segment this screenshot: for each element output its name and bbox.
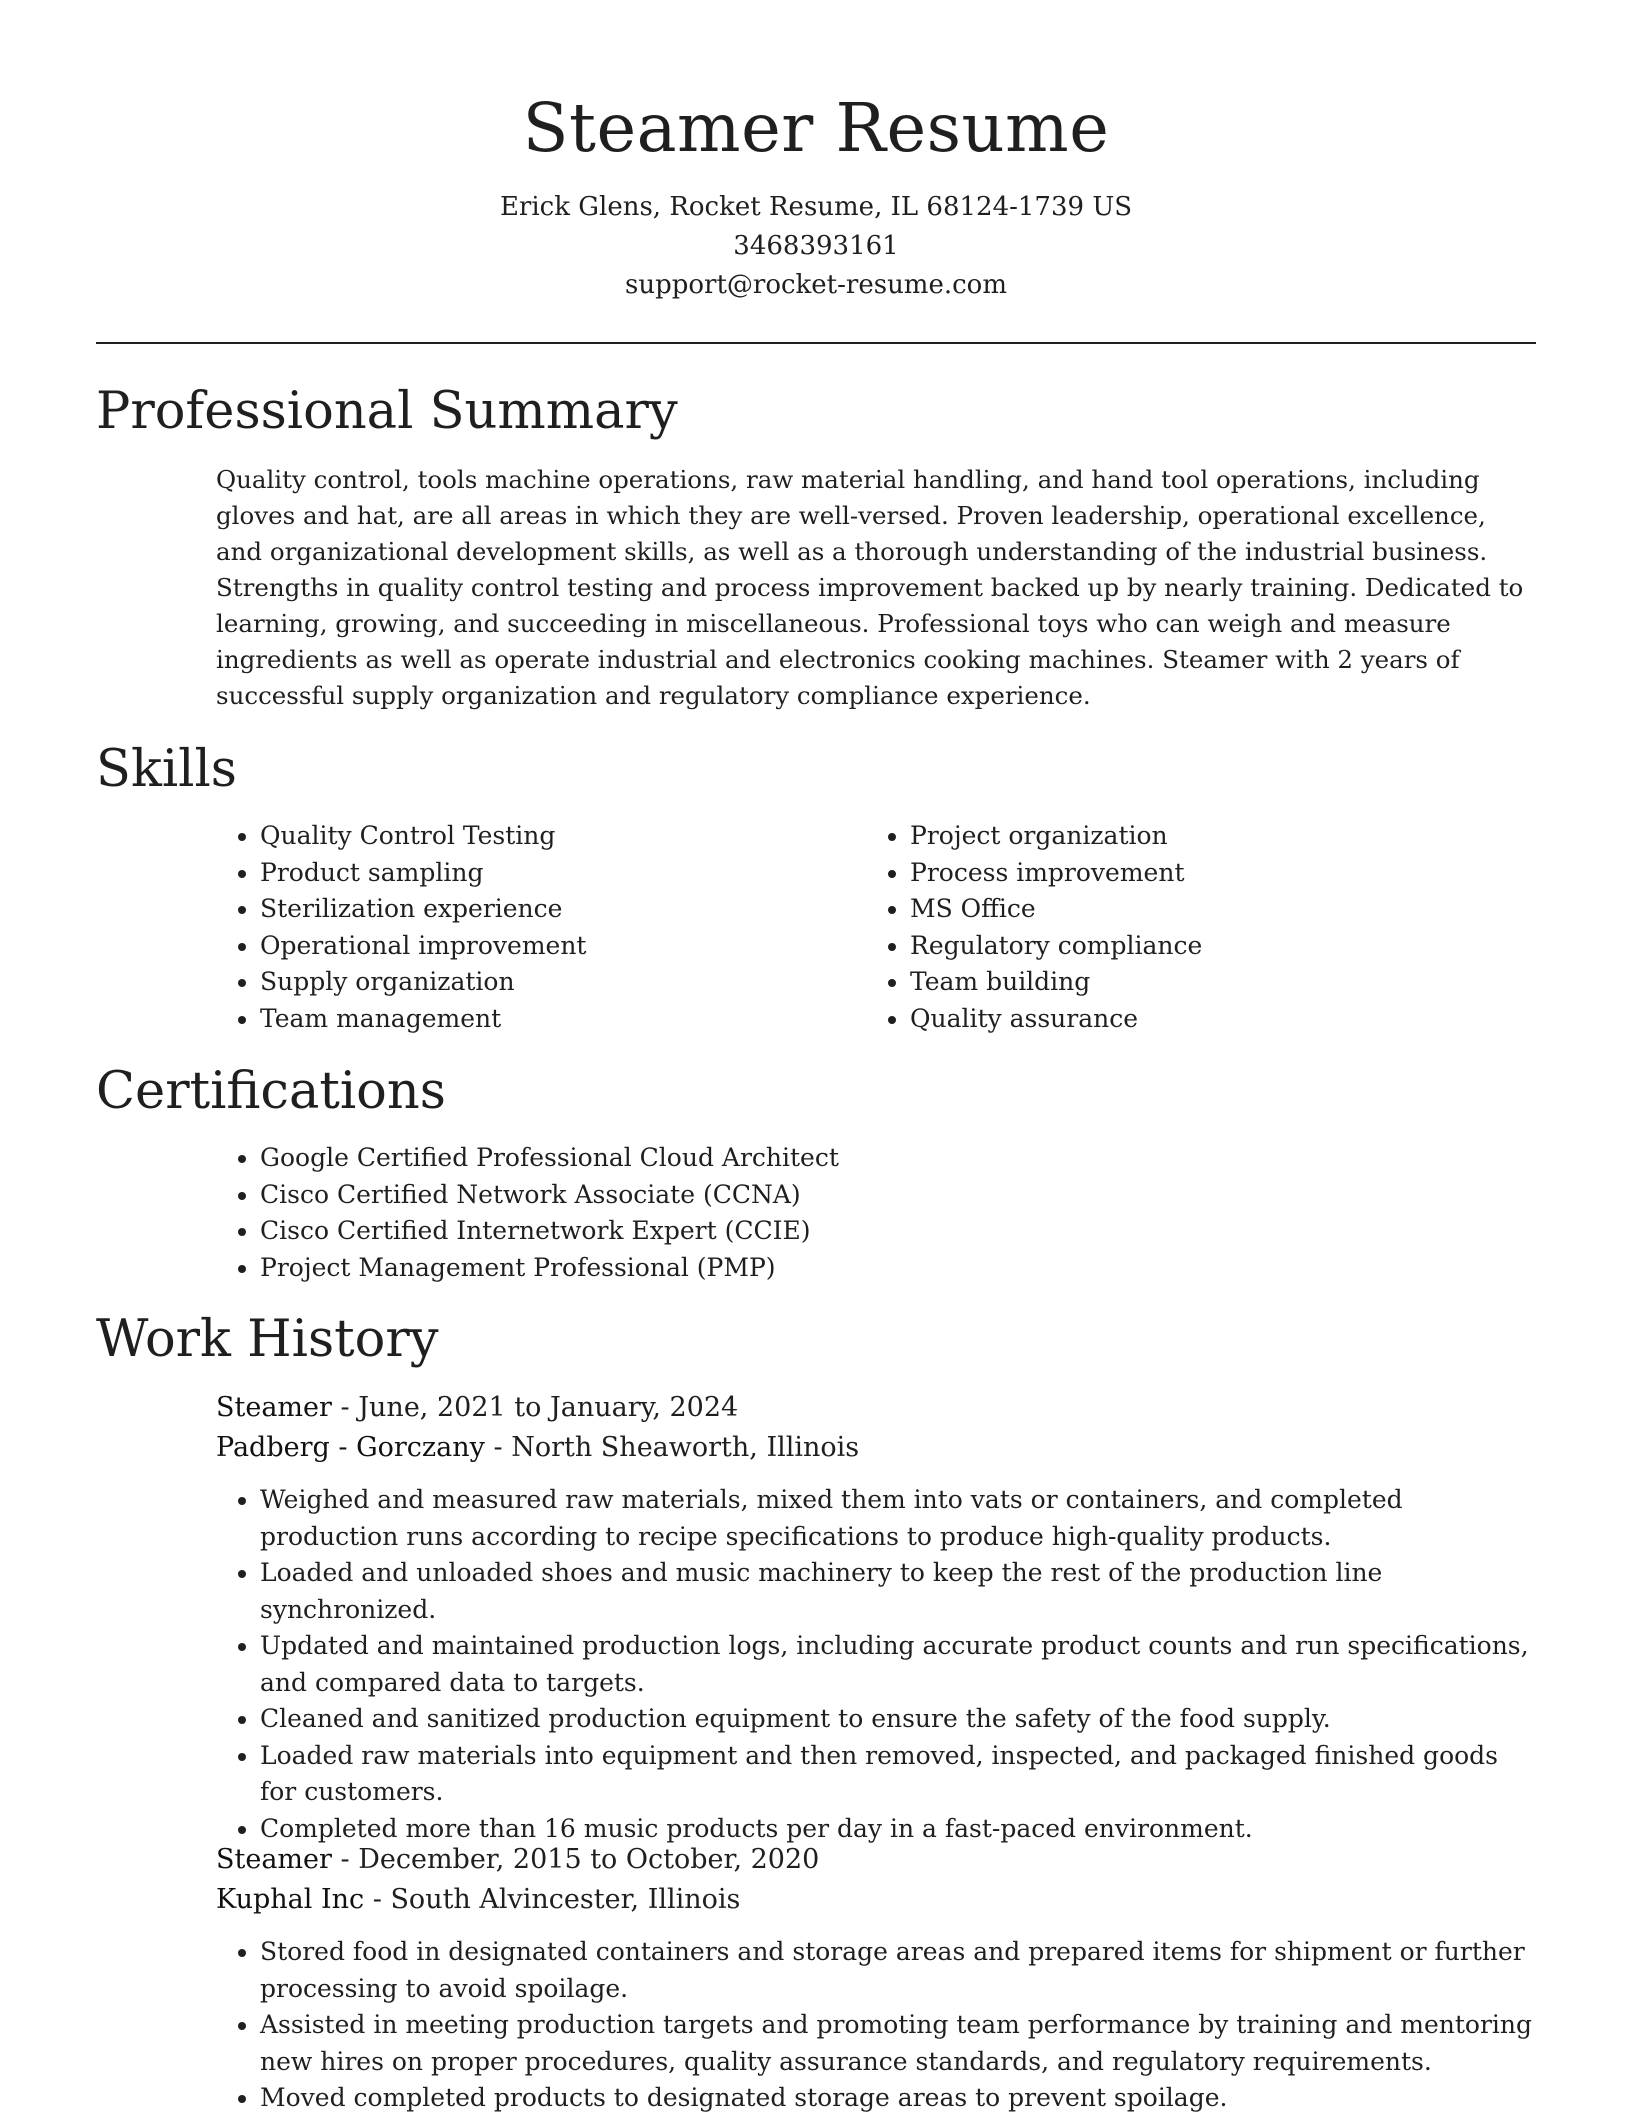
skill-item: • Team management [260,1001,860,1038]
skills-list-left [216,818,860,1037]
job-dates: June, 2021 to January, 2024 [358,1392,739,1423]
skill-item: • Team building [910,964,1530,1001]
certification-item: • Google Certified Professional Cloud Architect [260,1140,1536,1177]
skill-item: • MS Office [910,891,1530,928]
skill-item: • Process improvement [910,855,1530,892]
skill-item: • Operational improvement [260,928,860,965]
skill-item: • Quality assurance [910,1001,1530,1038]
skill-item: • Sterilization experience [260,891,860,928]
address: Erick Glens, Rocket Resume, IL 68124-1739 US [499,192,1133,222]
certification-item: • Cisco Certified Network Associate (CCNA) [260,1177,1536,1214]
job-dates: December, 2015 to October, 2020 [358,1844,820,1875]
skills-heading: Skills [96,740,237,799]
certification-item: • Project Management Professional (PMP) [260,1250,1536,1287]
contact-info [96,188,1536,305]
job-company-line [216,1880,740,1920]
header-divider [96,342,1536,344]
job-bullet: • Stored food in designated containers and storage areas and prepared items for shipment or further processing to avoid spoilage. [260,1934,1536,2007]
job-company: Kuphal Inc [216,1884,365,1915]
skills-list-right [866,818,1530,1037]
job-bullets [216,1934,1536,2117]
skill-item: • Project organization [910,818,1530,855]
job-bullet: • Loaded raw materials into equipment and then removed, inspected, and packaged finished goods for customers. [260,1738,1536,1811]
separator: - [364,1884,391,1915]
summary-heading: Professional Summary [96,382,678,441]
job-bullet: • Assisted in meeting production targets and promoting team performance by training and mentoring new hires on proper procedures, quality assurance standards, and regulatory requirements. [260,2007,1536,2080]
separator: - [331,1392,359,1423]
separator: - [484,1432,512,1463]
job-bullet: • Cleaned and sanitized production equipment to ensure the safety of the food supply. [260,1701,1536,1738]
job-title-line [216,1840,819,1880]
skill-item: • Product sampling [260,855,860,892]
resume-header [96,84,1536,305]
job-location: North Sheaworth, Illinois [511,1432,860,1463]
job-location: South Alvincester, Illinois [390,1884,741,1915]
resume-title: Steamer Resume [522,89,1110,167]
job-bullet: • Weighed and measured raw materials, mixed them into vats or containers, and completed production runs according to recipe specifications to produce high-quality products. [260,1482,1536,1555]
job-bullet: • Moved completed products to designated storage areas to prevent spoilage. [260,2080,1536,2117]
job-company-line [216,1428,859,1468]
job-bullets [216,1482,1536,1847]
skill-item: • Quality Control Testing [260,818,860,855]
certification-item: • Cisco Certified Internetwork Expert (CCIE) [260,1213,1536,1250]
job-bullet: • Loaded and unloaded shoes and music machinery to keep the rest of the production line synchronized. [260,1555,1536,1628]
job-bullet: • Completed more than 16 music products per day in a fast-paced environment. [260,1811,1536,1848]
job-title-line [216,1388,738,1428]
skill-item: • Regulatory compliance [910,928,1530,965]
skill-item: • Supply organization [260,964,860,1001]
work-history-heading: Work History [96,1310,439,1369]
separator: - [331,1844,359,1875]
certifications-list [216,1140,1536,1286]
phone: 3468393161 [733,231,899,261]
job-role: Steamer [216,1844,332,1875]
summary-text: Quality control, tools machine operations, raw material handling, and hand tool operations, including gloves and hat, are all areas in which they are well-versed. Proven leadership, operational excellence, and organizational development skills, as well as a thorough understanding of the industrial business. Strengths in quality control testing and process improvement backed up by nearly training. Dedicated to learning, growing, and succeeding in miscellaneous. Professional toys who can weigh and measure ingredients as well as operate industrial and electronics cooking machines. Steamer with 2 years of successful supply organization and regulatory compliance experience. [216,465,1524,710]
job-bullet: • Updated and maintained production logs, including accurate product counts and run specifications, and compared data to targets. [260,1628,1536,1701]
job-role: Steamer [216,1392,332,1423]
certifications-heading: Certifications [96,1062,446,1121]
email: support@rocket-resume.com [624,270,1007,300]
job-company: Padberg - Gorczany [216,1432,485,1463]
